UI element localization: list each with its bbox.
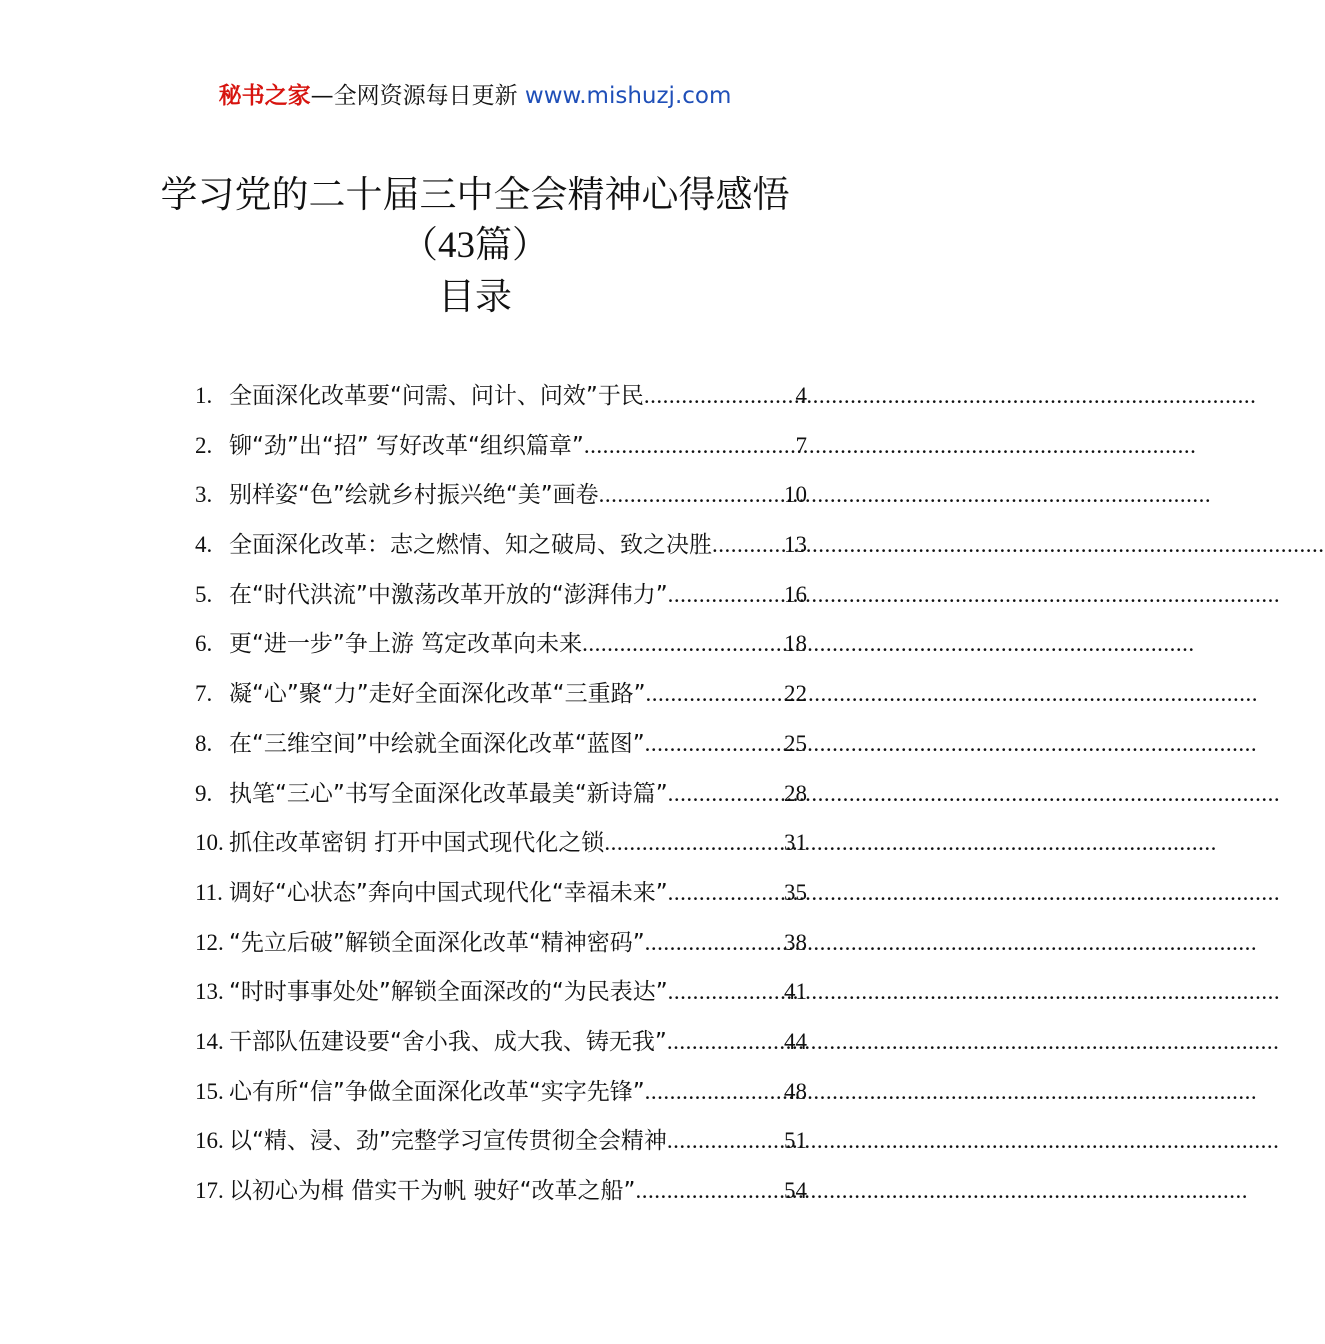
subtitle-close: 篇） [475,223,549,266]
dot-leader [644,376,796,416]
dot-leader [599,475,784,515]
toc-entry-page: 25 [784,730,807,756]
toc-entry-number: 13. [195,979,224,1005]
toc-heading: 目录 [438,275,512,318]
dot-leader [604,823,784,863]
toc-entry-title: 更“进一步”争上游 笃定改革向未来 [229,631,583,658]
toc-entry[interactable] [195,873,807,923]
toc-entry-number: 3. [195,482,213,508]
toc-entry-title: 调好“心状态”奔向中国式现代化“幸福未来” [229,879,668,906]
toc-entry[interactable] [195,774,807,824]
toc-entry-number: 10. [195,830,224,856]
toc-entry[interactable] [195,624,807,674]
toc-entry-title: 心有所“信”争做全面深化改革“实字先锋” [229,1078,645,1105]
toc-entry-page: 48 [784,1078,807,1104]
toc-entry-title: “时时事事处处”解锁全面深改的“为民表达” [229,979,668,1006]
toc-entry-title: 以“精、浸、劲”完整学习宣传贯彻全会精神 [229,1128,667,1155]
dot-leader [712,525,784,565]
dot-leader [668,972,784,1012]
toc-entry-number: 11. [195,879,223,905]
toc-entry-number: 14. [195,1028,224,1054]
toc-entry-page: 44 [784,1028,807,1054]
toc-entry-title: 执笔“三心”书写全面深化改革最美“新诗篇” [229,780,668,807]
toc-entry-number: 15. [195,1078,224,1104]
toc-entry-page: 41 [784,979,807,1005]
toc-entry[interactable] [195,376,807,426]
toc-entry-number: 9. [195,780,213,806]
dot-leader [645,1072,784,1112]
toc-entry[interactable] [195,426,807,476]
toc-entry-number: 17. [195,1178,224,1203]
toc-entry[interactable] [195,1022,807,1072]
dot-leader [667,1121,784,1161]
table-of-contents [195,376,807,1221]
toc-entry-number: 5. [195,581,213,607]
toc-entry-page: 31 [784,830,807,856]
toc-entry[interactable] [195,575,807,625]
dot-leader [635,1171,784,1211]
toc-entry-title: 在“三维空间”中绘就全面深化改革“蓝图” [229,730,645,757]
toc-entry-page: 22 [784,681,807,707]
toc-entry-title: 干部队伍建设要“舍小我、成大我、铸无我” [229,1028,667,1055]
toc-entry-title: 全面深化改革要“问需、问计、问效”于民 [229,383,644,409]
toc-entry-title: 凝“心”聚“力”走好全面深化改革“三重路” [229,681,646,708]
toc-entry[interactable] [195,823,807,873]
dot-leader [668,873,784,913]
site-tagline: —全网资源每日更新 [310,83,518,109]
toc-entry-page: 10 [784,482,807,508]
dot-leader [667,1022,784,1062]
toc-entry-page: 4 [795,383,807,408]
document-title: 学习党的二十届三中全会精神心得感悟 [160,173,790,216]
dot-leader [584,426,796,466]
toc-entry[interactable] [195,475,807,525]
toc-entry[interactable] [195,923,807,973]
document-subtitle [0,222,950,269]
toc-entry-page: 54 [784,1178,807,1203]
toc-entry[interactable] [195,1171,807,1221]
subtitle-open-paren: （ [401,223,438,266]
toc-entry-number: 7. [195,681,213,707]
toc-entry-number: 1. [195,383,213,408]
site-banner [0,80,950,112]
toc-entry-page: 35 [784,879,807,905]
toc-entry-title: 全面深化改革：志之燃情、知之破局、致之决胜 [229,532,712,559]
toc-entry-page: 13 [784,532,807,558]
toc-entry[interactable] [195,525,807,575]
toc-entry-page: 38 [784,929,807,955]
toc-entry-number: 2. [195,432,213,458]
toc-entry-number: 16. [195,1128,224,1154]
toc-entry-number: 6. [195,631,213,657]
toc-entry[interactable] [195,1072,807,1122]
toc-entry[interactable] [195,724,807,774]
dot-leader [668,774,784,814]
toc-entry[interactable] [195,972,807,1022]
toc-entry-page: 28 [784,780,807,806]
toc-entry-title: “先立后破”解锁全面深化改革“精神密码” [229,929,645,956]
toc-entry[interactable] [195,1121,807,1171]
dot-leader [582,624,784,664]
article-count: 43 [438,225,475,266]
dot-leader [645,724,784,764]
toc-entry-page: 51 [784,1128,807,1154]
toc-entry-title: 以初心为楫 借实干为帆 驶好“改革之船” [229,1178,636,1204]
brand-name: 秘书之家 [218,83,311,109]
toc-entry-title: 在“时代洪流”中激荡改革开放的“澎湃伟力” [229,581,668,608]
dot-leader [668,575,784,615]
toc-entry-title: 别样姿“色”绘就乡村振兴绝“美”画卷 [229,482,599,509]
toc-entry-page: 18 [784,631,807,657]
toc-entry-number: 8. [195,730,213,756]
dot-leader [646,674,785,714]
toc-entry-title: 铆“劲”出“招” 写好改革“组织篇章” [229,432,584,459]
toc-entry-page: 7 [795,432,807,458]
toc-entry[interactable] [195,674,807,724]
toc-entry-title: 抓住改革密钥 打开中国式现代化之锁 [229,830,605,857]
toc-entry-number: 12. [195,929,224,955]
toc-entry-page: 16 [784,581,807,607]
site-url-link[interactable]: www.mishuzj.com [524,83,732,109]
dot-leader [645,923,784,963]
toc-entry-number: 4. [195,532,213,558]
